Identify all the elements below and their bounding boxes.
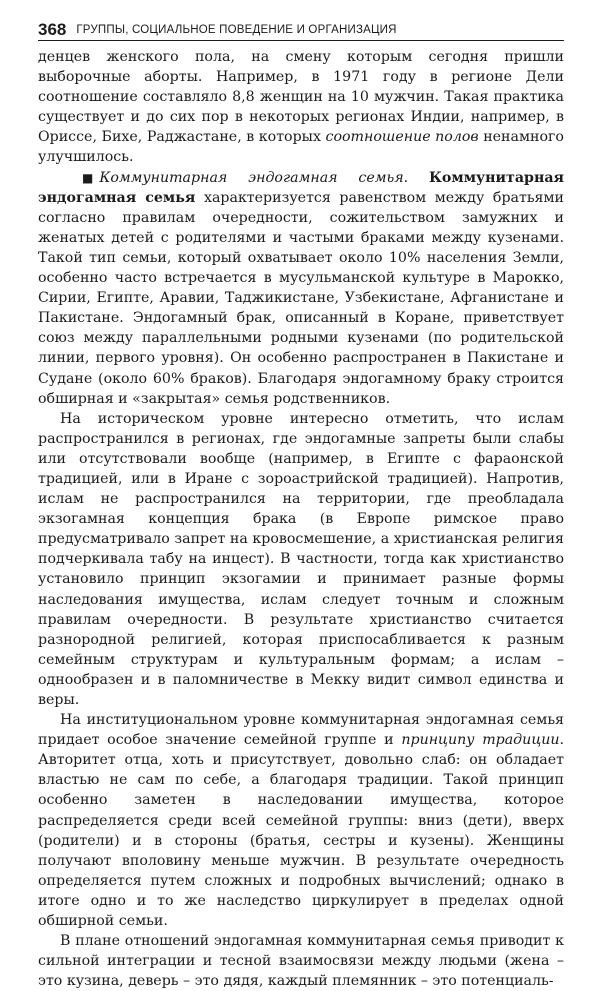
paragraph-1-tail: ненамного улучшилось. bbox=[38, 129, 564, 166]
paragraph-4-text-a: На институциональном уровне коммунитарная эндогамная семья придает особое значение семейной группе и bbox=[38, 712, 564, 749]
paragraph-4 bbox=[38, 710, 564, 931]
book-page bbox=[38, 14, 565, 990]
body-text bbox=[38, 47, 564, 991]
paragraph-2 bbox=[38, 168, 564, 409]
paragraph-1-emphasis: соотношение полов bbox=[325, 129, 479, 146]
section-heading-separator: . bbox=[403, 169, 430, 186]
section-heading-italic: Коммунитарная эндогамная семья bbox=[99, 169, 404, 186]
paragraph-4-text-b: . Авторитет отца, хоть и присутствует, довольно слаб: он обладает властью не сам по себе, а благодаря традиции. Такой принцип особенно заметен в наследовании имущества, которое распределяется среди всей семейной группы: вниз (дети), вверх (родители) и в стороны (братья, сестры и кузены). Женщины получают вполовину меньше мужчин. В результате очередность определяется путем сложных и подробных вычислений; однако в итоге одно и то же наследство циркулирует в пределах одной обширной семьи. bbox=[38, 732, 565, 930]
paragraph-3: На историческом уровне интересно отметить, что ислам распространился в регионах, где эндогамные запреты были слабы или отсутствовали вообще (например, в Египте с фараонской традицией, или в Иране с зороастрийской традицией). Напротив, ислам не распространился на территории, где преобладала экзогамная концепция брака (в Европе римское право предусматривало запрет на кровосмешение, а христианская религия подчеркивала табу на инцест). В частности, тогда как христианство установило принцип экзогамии и принимает разные формы наследования имущества, ислам следует точным и сложным правилам очередности. В результате христианство считается разнородной религией, которая приспосабливается к разным семейным структурам и культуральным формам; а ислам – однообразен и в паломничестве в Мекку видит символ единства и веры. bbox=[38, 410, 564, 708]
paragraph-1 bbox=[38, 47, 564, 168]
paragraph-2-text: характеризуется равенством между братьями согласно правилам очередности, сожительством замужних и женатых детей с родителями и частыми браками между кузенами. Такой тип семьи, который охватывает около 10% населения Земли, особенно часто встречается в мусульманской культуре в Марокко, Сирии, Египте, Аравии, Таджикистане, Узбекистане, Афганистане и Пакистане. Эндогамный брак, описанный в Коране, приветствует союз между параллельными родными кузенами (по родительской линии, первого уровня). Он особенно распространен в Пакистане и Судане (около 60% браков). Благодаря эндогамному браку строится обширная и «закрытая» семья родственников. bbox=[38, 189, 564, 407]
page-number: 368 bbox=[38, 20, 67, 39]
paragraph-4-emphasis: принципу традиции bbox=[401, 732, 560, 749]
paragraph-1-text: денцев женского пола, на смену которым сегодня пришли выборочные аборты. Например, в 1971 году в регионе Дели соотношение составляло 8,8 женщин на 10 мужчин. Такая практика существует и до сих пор в некоторых регионах Индии, например, в Ориссе, Бихе, Раджастане, в которых bbox=[38, 49, 564, 146]
square-bullet-icon: ■ bbox=[82, 170, 94, 185]
section-term-bold: Коммунитарная эндогамная семья bbox=[38, 169, 564, 206]
page-header bbox=[38, 14, 564, 41]
paragraph-5: В плане отношений эндогамная коммунитарная семья приводит к сильной интеграции и тесной взаимосвязи между людьми (жена – это кузина, деверь – это дядя, каждый племянник – это потенциаль- bbox=[38, 933, 564, 990]
running-title: ГРУППЫ, СОЦИАЛЬНОЕ ПОВЕДЕНИЕ И ОРГАНИЗАЦИЯ bbox=[76, 24, 397, 36]
